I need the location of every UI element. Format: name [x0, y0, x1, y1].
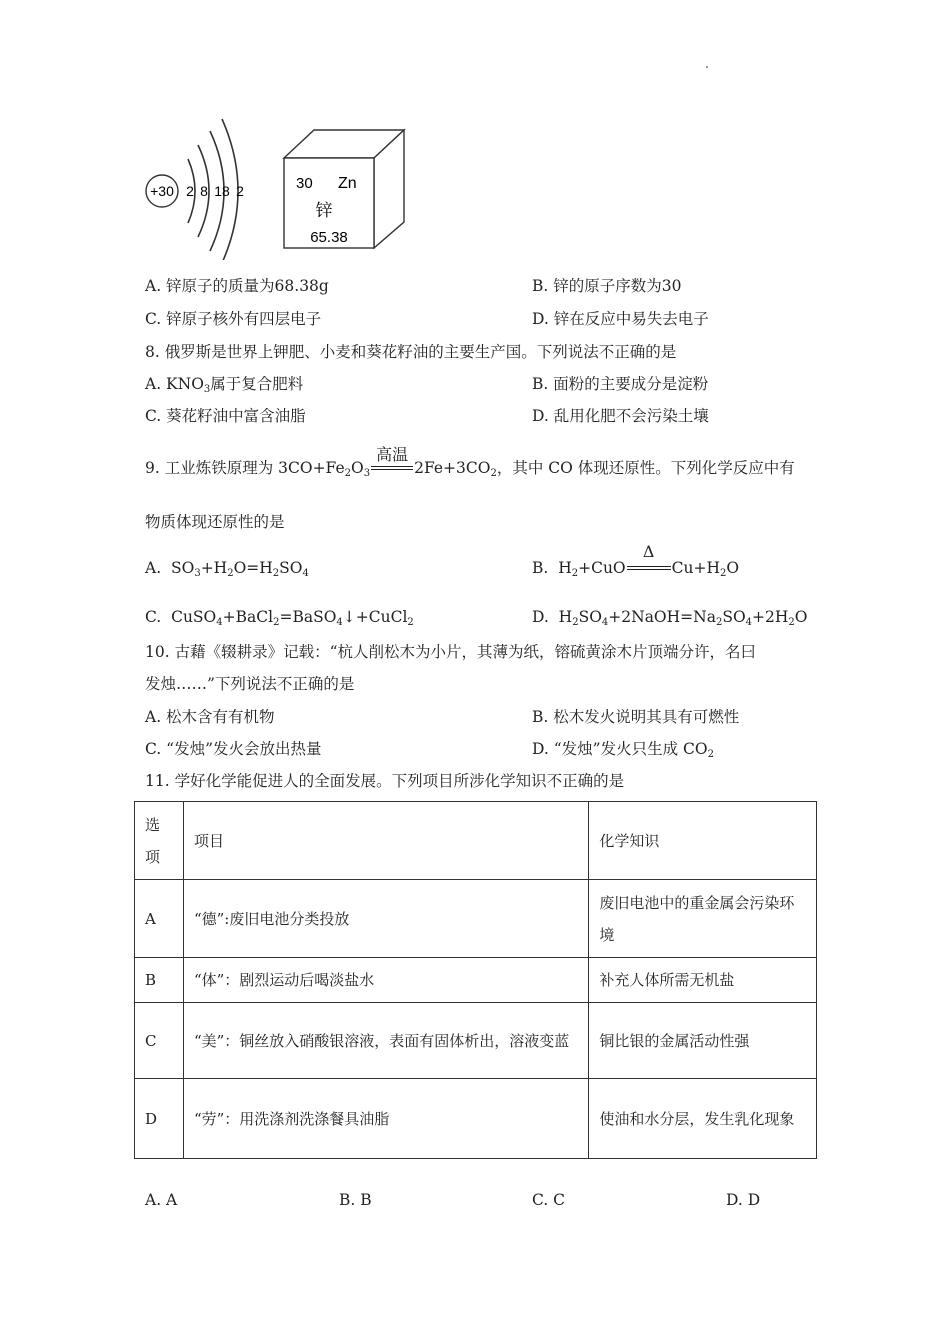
q8-option-b: B. 面粉的主要成分是淀粉 — [532, 375, 709, 393]
q11-answer-c: C. C — [532, 1191, 566, 1209]
shell-count-4: 2 — [236, 183, 244, 199]
table-row — [135, 880, 817, 958]
tile-atomic-number: 30 — [296, 175, 313, 192]
row-project: “德”:废旧电池分类投放 — [183, 880, 588, 958]
row-project: “体”：剧烈运动后喝淡盐水 — [183, 958, 588, 1003]
q8-option-d: D. 乱用化肥不会污染土壤 — [532, 407, 709, 425]
row-label: B — [135, 958, 184, 1003]
q9-option-a: A. $SO_3+H_2O=H_2SO_4$ — [145, 559, 309, 579]
q7-option-d: D. 锌在反应中易失去电子 — [532, 310, 709, 328]
header-option: 选项 — [135, 802, 184, 880]
q11-answer-a: A. A — [145, 1191, 178, 1209]
q9-stem-line2: 物质体现还原性的是 — [145, 513, 285, 531]
row-knowledge: 铜比银的金属活动性强 — [589, 1003, 817, 1079]
row-knowledge: 废旧电池中的重金属会污染环境 — [589, 880, 817, 958]
row-label: C — [135, 1003, 184, 1079]
table-row — [135, 1079, 817, 1159]
q9-stem: 9. 工业炼铁原理为 $3CO+Fe_2O_3$ 高温 $2Fe+3CO_2$，其中 CO 体现还原性。下列化学反应中有 — [145, 456, 795, 478]
q8-stem: 8. 俄罗斯是世界上钾肥、小麦和葵花籽油的主要生产国。下列说法不正确的是 — [145, 343, 677, 361]
q10-stem-line1: 10. 古藉《辍耕录》记载：“杭人削松木为小片，其薄为纸，镕硫黄涂木片顶端分许，名曰 — [145, 643, 757, 661]
shell-count-2: 8 — [200, 183, 208, 199]
q9-option-c: C. CuSO$_4$+BaCl$_2$=BaSO$_4$↓+CuCl$_2$ — [145, 608, 414, 628]
tile-element-name: 锌 — [315, 201, 333, 221]
q8-option-a: A. $KNO_3$属于复合肥料 — [145, 375, 304, 395]
header-project: 项目 — [183, 802, 588, 880]
row-knowledge: 使油和水分层，发生乳化现象 — [589, 1079, 817, 1159]
tile-atomic-mass: 65.38 — [310, 229, 348, 246]
row-label: D — [135, 1079, 184, 1159]
q10-option-d: D. “发烛”发火只生成 $CO_2$ — [532, 740, 714, 760]
row-project: “劳”：用洗涤剂洗涤餐具油脂 — [183, 1079, 588, 1159]
q11-answer-b: B. B — [339, 1191, 372, 1209]
q10-stem-line2: 发烛……”下列说法不正确的是 — [145, 675, 355, 693]
q11-answer-d: D. D — [726, 1191, 761, 1209]
q9-condition: 高温 — [376, 445, 409, 464]
q8-option-c: C. 葵花籽油中富含油脂 — [145, 407, 306, 425]
table-header-row — [135, 802, 817, 880]
row-project: “美”：铜丝放入硝酸银溶液，表面有固体析出，溶液变蓝 — [183, 1003, 588, 1079]
scan-dot — [706, 66, 708, 68]
q7-option-a: A. 锌原子的质量为68.38g — [145, 277, 329, 295]
q11-table — [134, 801, 817, 1159]
q11-stem: 11. 学好化学能促进人的全面发展。下列项目所涉化学知识不正确的是 — [145, 772, 625, 790]
header-knowledge: 化学知识 — [589, 802, 817, 880]
row-knowledge: 补充人体所需无机盐 — [589, 958, 817, 1003]
zinc-atomic-structure-diagram — [140, 115, 250, 260]
table-row — [135, 1003, 817, 1079]
q9-option-b: B. $H_2+CuO$ Δ $Cu+H_2O$ — [532, 542, 740, 579]
q9-b-condition: Δ — [642, 542, 655, 561]
q10-option-a: A. 松木含有有机物 — [145, 708, 275, 726]
row-label: A — [135, 880, 184, 958]
shell-count-3: 18 — [214, 183, 230, 199]
table-row — [135, 958, 817, 1003]
q7-option-c: C. 锌原子核外有四层电子 — [145, 310, 322, 328]
q10-option-c: C. “发烛”发火会放出热量 — [145, 740, 322, 758]
nucleus-charge: +30 — [150, 183, 174, 199]
tile-symbol: Zn — [338, 175, 357, 192]
q9-option-d: D. $H_2SO_4+2NaOH=Na_2SO_4+2H_2O$ — [532, 608, 808, 628]
shell-count-1: 2 — [186, 183, 194, 199]
q7-option-b: B. 锌的原子序数为30 — [532, 277, 682, 295]
zinc-periodic-tile — [280, 125, 410, 253]
q10-option-b: B. 松木发火说明其具有可燃性 — [532, 708, 740, 726]
